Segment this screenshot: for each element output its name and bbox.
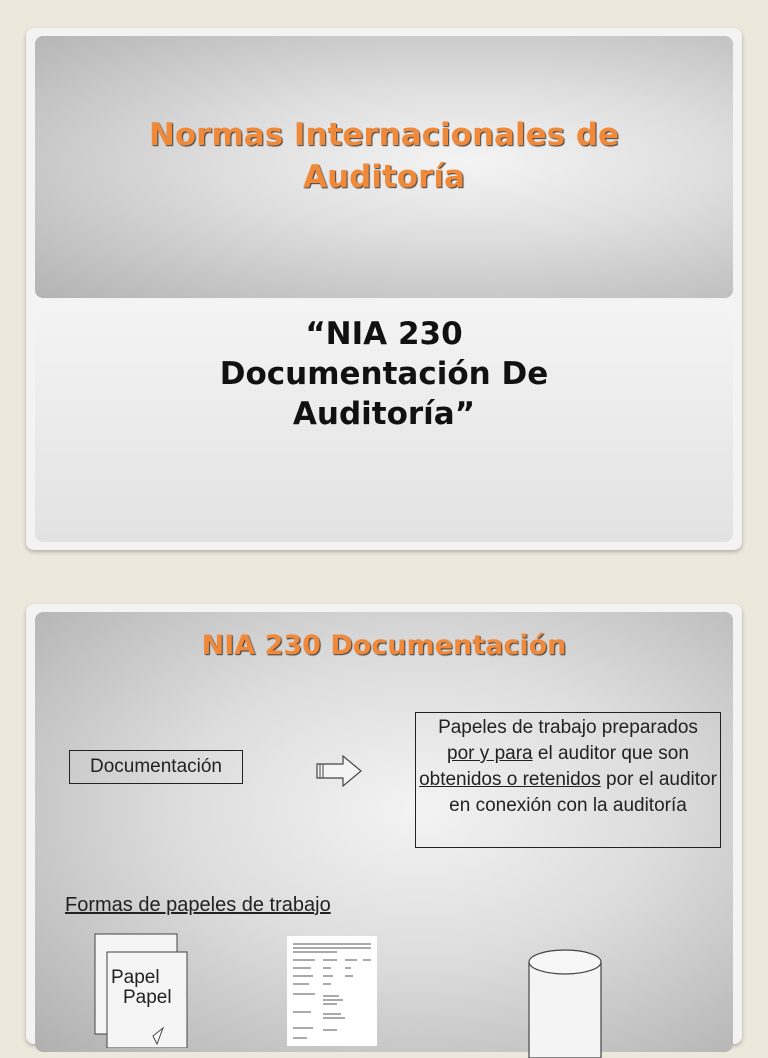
- subtitle-line-2: Documentación De: [219, 356, 549, 392]
- definition-box: [415, 712, 721, 848]
- slide-title-line-1: Normas Internacionales de: [148, 117, 620, 153]
- slide-title-line-2: Auditoría: [303, 159, 465, 195]
- paper-labels: [111, 968, 172, 1008]
- definition-text-1: Papeles de trabajo preparados: [438, 717, 698, 738]
- definition-underline-1: por y para: [447, 743, 533, 764]
- subtitle-line-1: “NIA 230: [305, 316, 463, 352]
- paper-label-2: Papel: [123, 987, 172, 1008]
- slide-2-title: NIA 230 Documentación: [201, 630, 567, 661]
- slide-1: [26, 28, 742, 550]
- arrow-icon: [315, 754, 363, 788]
- content-panel: [35, 612, 733, 1052]
- subtitle-line-3: Auditoría”: [292, 396, 476, 432]
- definition-underline-2: obtenidos o retenidos: [419, 769, 601, 790]
- slide-2: [26, 604, 742, 1044]
- paper-label-1: Papel: [111, 967, 160, 988]
- slide-title: [35, 114, 733, 198]
- definition-text-3: por el auditor en conexión con la auditoría: [449, 769, 717, 816]
- definition-text-2: el auditor que son: [532, 743, 689, 764]
- documentation-box: Documentación: [69, 750, 243, 784]
- slide-subtitle: [35, 314, 733, 434]
- forms-label: Formas de papeles de trabajo: [65, 894, 331, 916]
- database-cylinder-icon: [527, 948, 603, 1058]
- title-panel: [35, 36, 733, 298]
- subtitle-panel: [35, 300, 733, 542]
- document-thumbnail-icon: [287, 936, 377, 1046]
